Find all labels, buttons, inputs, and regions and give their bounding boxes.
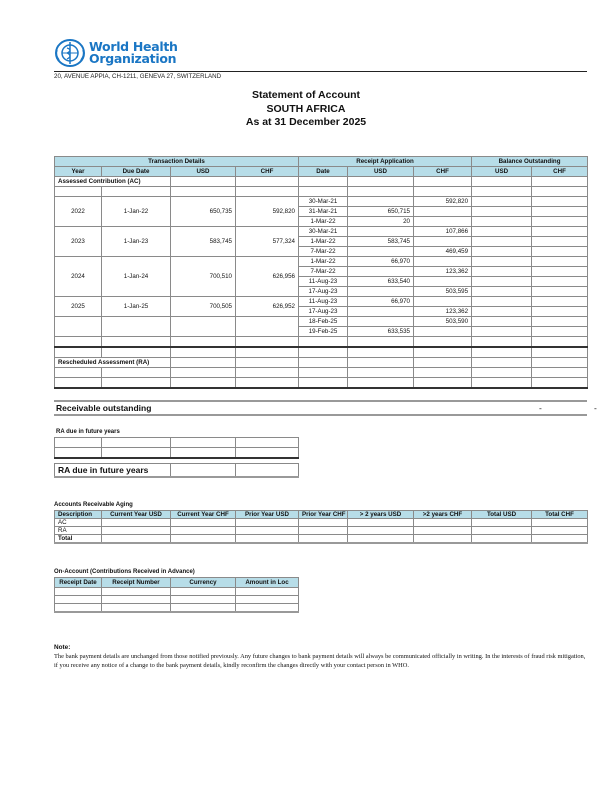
cell	[348, 337, 414, 348]
receipt-usd	[348, 267, 414, 277]
receipt-usd: 633,535	[348, 327, 414, 337]
aging-col-header: Current Year CHF	[171, 511, 236, 519]
aging-col-header: Current Year USD	[102, 511, 171, 519]
aging-header-row	[55, 511, 588, 519]
cell	[299, 358, 348, 368]
aging-col-header: >2 years CHF	[414, 511, 472, 519]
col-usd: USD	[171, 167, 236, 177]
cell	[236, 519, 299, 527]
aging-row	[55, 527, 588, 535]
aging-row-label: RA	[55, 527, 102, 535]
cell	[171, 358, 236, 368]
receipt-chf: 503,590	[414, 317, 472, 327]
balance-usd	[472, 277, 532, 287]
assessment-year	[55, 317, 102, 337]
cell	[55, 368, 102, 378]
cell	[102, 535, 171, 544]
receipt-date: 30-Mar-21	[299, 227, 348, 237]
col-year: Year	[55, 167, 102, 177]
receipt-date: 7-Mar-22	[299, 267, 348, 277]
cell	[532, 378, 588, 389]
cell	[414, 527, 472, 535]
aging-col-header: Total CHF	[532, 511, 588, 519]
cell	[236, 347, 299, 358]
table-row	[55, 257, 588, 267]
on-account-title: On-Account (Contributions Received in Advance)	[54, 569, 195, 575]
ra-future-total-row	[55, 464, 299, 478]
receipt-usd: 583,745	[348, 237, 414, 247]
aging-col-header: Prior Year CHF	[299, 511, 348, 519]
aging-col-header: Total USD	[472, 511, 532, 519]
receipt-date: 11-Aug-23	[299, 297, 348, 307]
assessment-due-date: 1-Jan-25	[102, 297, 171, 317]
cell	[299, 535, 348, 544]
cell	[472, 347, 532, 358]
col-chf: CHF	[236, 167, 299, 177]
aging-col-header: > 2 years USD	[348, 511, 414, 519]
aging-table	[54, 510, 588, 544]
section-row-ac	[55, 177, 588, 187]
cell	[299, 378, 348, 389]
as-at-date: As at 31 December 2025	[245, 116, 367, 128]
section-label-ac: Assessed Contribution (AC)	[55, 177, 171, 187]
balance-usd	[472, 317, 532, 327]
ra-future-table	[54, 437, 299, 459]
assessment-chf: 626,956	[236, 257, 299, 297]
on-account-col-header: Receipt Number	[102, 578, 171, 588]
aging-row-label: Total	[55, 535, 102, 544]
assessment-chf: 626,952	[236, 297, 299, 317]
table-row	[55, 317, 588, 327]
assessment-due-date: 1-Jan-24	[102, 257, 171, 297]
cell	[171, 535, 236, 544]
assessment-chf	[236, 317, 299, 337]
org-name-line1: World Health	[89, 39, 178, 54]
cell	[532, 347, 588, 358]
balance-usd	[472, 287, 532, 297]
on-account-header-row	[55, 578, 299, 588]
aging-title: Accounts Receivable Aging	[54, 502, 133, 508]
who-logo	[54, 38, 178, 68]
ra-future-total-table	[54, 463, 299, 478]
assessment-due-date: 1-Jan-22	[102, 197, 171, 227]
assessment-chf: 592,820	[236, 197, 299, 227]
receipt-date: 18-Feb-25	[299, 317, 348, 327]
balance-usd	[472, 297, 532, 307]
balance-usd	[472, 217, 532, 227]
note-block	[54, 643, 587, 670]
empty-row	[55, 368, 588, 378]
col-due-date: Due Date	[102, 167, 171, 177]
cell	[348, 347, 414, 358]
on-account-table	[54, 577, 299, 613]
cell	[236, 535, 299, 544]
assessment-usd: 700,505	[171, 297, 236, 317]
table-row	[55, 297, 588, 307]
cell	[102, 337, 171, 348]
cell	[414, 535, 472, 544]
cell	[299, 527, 348, 535]
cell	[414, 378, 472, 389]
cell	[236, 368, 299, 378]
section-label-ra: Rescheduled Assessment (RA)	[55, 358, 171, 368]
statement-title	[0, 89, 612, 130]
statement-table	[54, 156, 588, 389]
cell	[414, 358, 472, 368]
organization-name	[89, 41, 178, 65]
balance-usd	[472, 247, 532, 257]
cell	[299, 368, 348, 378]
cell	[236, 337, 299, 348]
receipt-chf	[414, 207, 472, 217]
receipt-usd: 66,970	[348, 297, 414, 307]
receipt-date: 1-Mar-22	[299, 257, 348, 267]
cell	[472, 519, 532, 527]
note-text: The bank payment details are unchanged from those notified previously. Any future changes to bank payment details will always be communicated officially in writing. In the interests of fraud risk mitigation, if you receive any notice of a change to the bank payment details, kindly reconfirm the changes directly with your contact person in WHO.	[54, 653, 586, 669]
col-receipt-usd: USD	[348, 167, 414, 177]
receipt-chf	[414, 277, 472, 287]
cell	[236, 378, 299, 389]
assessment-usd: 583,745	[171, 227, 236, 257]
cell	[472, 368, 532, 378]
balance-usd	[472, 227, 532, 237]
balance-chf	[532, 257, 588, 267]
receipt-chf	[414, 237, 472, 247]
receivable-usd: -	[539, 403, 542, 413]
section-row-ra	[55, 358, 588, 368]
receipt-usd	[348, 227, 414, 237]
receivable-chf: -	[594, 403, 597, 413]
receipt-usd: 66,970	[348, 257, 414, 267]
assessment-usd	[171, 317, 236, 337]
receipt-date: 11-Aug-23	[299, 277, 348, 287]
cell	[472, 358, 532, 368]
cell	[102, 378, 171, 389]
receipt-usd	[348, 287, 414, 297]
balance-usd	[472, 257, 532, 267]
assessment-year: 2022	[55, 197, 102, 227]
balance-usd	[472, 197, 532, 207]
cell	[414, 368, 472, 378]
receipt-usd: 650,715	[348, 207, 414, 217]
balance-usd	[472, 307, 532, 317]
cell	[171, 519, 236, 527]
cell	[472, 337, 532, 348]
receipt-usd	[348, 317, 414, 327]
receipt-chf: 469,459	[414, 247, 472, 257]
balance-chf	[532, 307, 588, 317]
assessment-due-date	[102, 317, 171, 337]
balance-chf	[532, 327, 588, 337]
cell	[532, 368, 588, 378]
aging-col-header: Description	[55, 511, 102, 519]
cell	[102, 347, 171, 358]
cell	[472, 535, 532, 544]
cell	[102, 368, 171, 378]
col-receipt-chf: CHF	[414, 167, 472, 177]
receipt-usd	[348, 197, 414, 207]
receipt-date: 31-Mar-21	[299, 207, 348, 217]
cell	[348, 378, 414, 389]
col-balance-chf: CHF	[532, 167, 588, 177]
table-row	[55, 604, 299, 613]
balance-chf	[532, 207, 588, 217]
receipt-chf: 123,362	[414, 307, 472, 317]
cell	[55, 378, 102, 389]
receipt-date: 30-Mar-21	[299, 197, 348, 207]
balance-chf	[532, 227, 588, 237]
cell	[472, 527, 532, 535]
cell	[236, 527, 299, 535]
cell	[171, 337, 236, 348]
receipt-chf: 503,595	[414, 287, 472, 297]
cell	[102, 527, 171, 535]
cell	[348, 527, 414, 535]
receipt-chf	[414, 217, 472, 227]
aging-row	[55, 535, 588, 544]
country-name: SOUTH AFRICA	[266, 102, 346, 115]
receipt-date: 19-Feb-25	[299, 327, 348, 337]
on-account-col-header: Receipt Date	[55, 578, 102, 588]
header-divider	[54, 71, 587, 72]
cell	[171, 368, 236, 378]
assessment-due-date: 1-Jan-23	[102, 227, 171, 257]
balance-chf	[532, 217, 588, 227]
cell	[102, 519, 171, 527]
cell	[299, 337, 348, 348]
receipt-chf	[414, 257, 472, 267]
cell	[348, 358, 414, 368]
cell	[171, 527, 236, 535]
cell	[299, 347, 348, 358]
address: 20, AVENUE APPIA, CH-1211, GENEVA 27, SWITZERLAND	[54, 73, 222, 80]
assessment-usd: 700,510	[171, 257, 236, 297]
aging-col-header: Prior Year USD	[236, 511, 299, 519]
col-balance-usd: USD	[472, 167, 532, 177]
receipt-usd	[348, 307, 414, 317]
aging-row	[55, 519, 588, 527]
cell	[532, 358, 588, 368]
receipt-usd	[348, 247, 414, 257]
receipt-usd: 633,540	[348, 277, 414, 287]
cell	[414, 519, 472, 527]
on-account-col-header: Currency	[171, 578, 236, 588]
cell	[532, 337, 588, 348]
cell	[299, 519, 348, 527]
receipt-date: 1-Mar-22	[299, 217, 348, 227]
balance-usd	[472, 267, 532, 277]
receipt-chf: 592,820	[414, 197, 472, 207]
table-row	[55, 227, 588, 237]
ra-future-small-label: RA due in future years	[56, 429, 120, 435]
balance-chf	[532, 287, 588, 297]
cell	[55, 347, 102, 358]
cell	[414, 337, 472, 348]
cell	[532, 519, 588, 527]
balance-chf	[532, 297, 588, 307]
receipt-date: 7-Mar-22	[299, 247, 348, 257]
assessment-year: 2023	[55, 227, 102, 257]
cell	[348, 519, 414, 527]
balance-chf	[532, 267, 588, 277]
on-account-col-header: Amount in Loc	[236, 578, 299, 588]
balance-chf	[532, 247, 588, 257]
group-header-balance-outstanding: Balance Outstanding	[472, 157, 588, 167]
cell	[414, 347, 472, 358]
note-label: Note:	[54, 644, 71, 651]
aging-row-label: AC	[55, 519, 102, 527]
table-row	[55, 448, 299, 459]
table-row	[55, 596, 299, 604]
table-row	[55, 588, 299, 596]
who-emblem-icon	[54, 38, 86, 68]
cell	[171, 378, 236, 389]
receivable-outstanding-row	[54, 400, 597, 416]
ra-future-total-label: RA due in future years	[55, 464, 171, 478]
cell	[348, 368, 414, 378]
balance-chf	[532, 197, 588, 207]
empty-row	[55, 337, 588, 348]
balance-usd	[472, 207, 532, 217]
receipt-chf	[414, 327, 472, 337]
receipt-chf: 107,866	[414, 227, 472, 237]
empty-row	[55, 187, 588, 197]
receipt-date: 17-Aug-23	[299, 287, 348, 297]
receipt-date: 1-Mar-22	[299, 237, 348, 247]
empty-row	[55, 347, 588, 358]
group-header-receipt-application: Receipt Application	[299, 157, 472, 167]
title-line: Statement of Account	[251, 89, 361, 101]
balance-chf	[532, 237, 588, 247]
cell	[171, 347, 236, 358]
org-name-line2: Organization	[89, 51, 177, 66]
cell	[348, 535, 414, 544]
table-row	[55, 438, 299, 448]
group-header-transaction-details: Transaction Details	[55, 157, 299, 167]
cell	[236, 358, 299, 368]
balance-usd	[472, 237, 532, 247]
col-receipt-date: Date	[299, 167, 348, 177]
receipt-usd: 20	[348, 217, 414, 227]
cell	[472, 378, 532, 389]
table-row	[55, 197, 588, 207]
assessment-year: 2025	[55, 297, 102, 317]
receivable-outstanding-label: Receivable outstanding	[56, 403, 152, 413]
empty-row	[55, 378, 588, 389]
assessment-year: 2024	[55, 257, 102, 297]
receipt-chf	[414, 297, 472, 307]
balance-chf	[532, 317, 588, 327]
balance-usd	[472, 327, 532, 337]
assessment-chf: 577,324	[236, 227, 299, 257]
cell	[55, 337, 102, 348]
balance-chf	[532, 277, 588, 287]
cell	[532, 527, 588, 535]
receipt-chf: 123,362	[414, 267, 472, 277]
cell	[532, 535, 588, 544]
assessment-usd: 650,735	[171, 197, 236, 227]
receipt-date: 17-Aug-23	[299, 307, 348, 317]
